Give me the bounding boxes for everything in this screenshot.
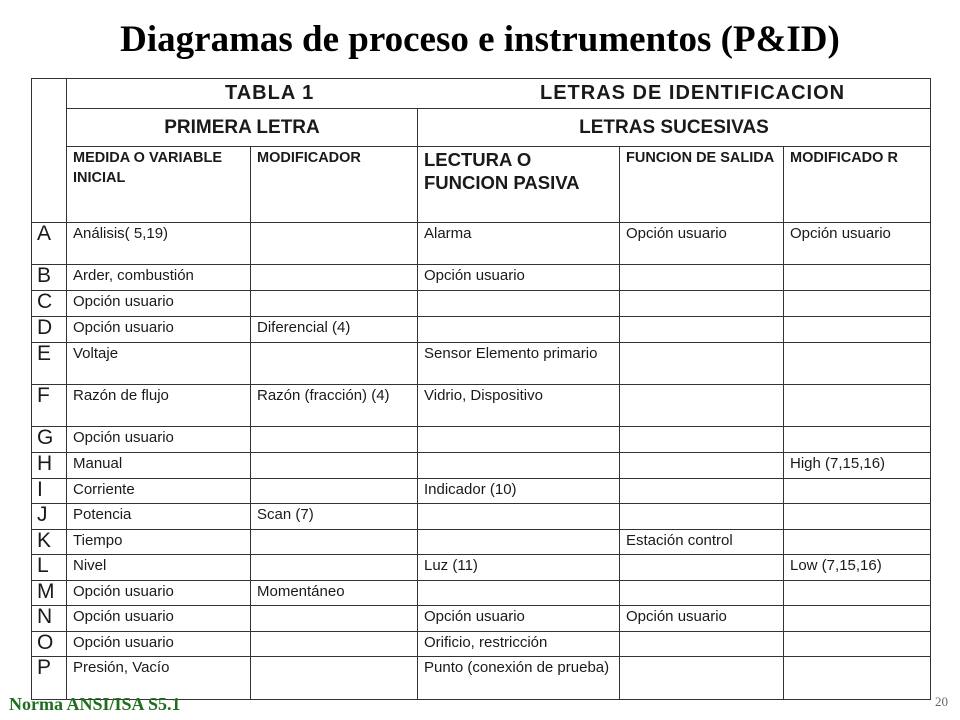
passive-function-cell: Orificio, restricción	[418, 632, 620, 657]
letter-cell: L	[32, 555, 67, 581]
table-row	[32, 581, 931, 606]
column-header-output-function: FUNCION DE SALIDA	[620, 147, 784, 223]
variable-cell: Nivel	[67, 555, 251, 581]
succeeding-modifier-cell	[784, 606, 931, 632]
succeeding-modifier-cell: Low (7,15,16)	[784, 555, 931, 581]
output-function-cell	[620, 427, 784, 453]
passive-function-cell	[418, 530, 620, 555]
output-function-cell	[620, 291, 784, 317]
succeeding-modifier-cell: High (7,15,16)	[784, 453, 931, 479]
letter-cell: D	[32, 317, 67, 343]
variable-cell: Tiempo	[67, 530, 251, 555]
letter-cell: K	[32, 530, 67, 555]
table-row	[32, 223, 931, 265]
modifier-cell: Scan (7)	[251, 504, 418, 530]
page-number: 20	[935, 694, 948, 709]
modifier-cell: Razón (fracción) (4)	[251, 385, 418, 427]
output-function-cell	[620, 453, 784, 479]
letter-cell: C	[32, 291, 67, 317]
output-function-cell	[620, 343, 784, 385]
output-function-cell	[620, 265, 784, 291]
letter-cell: F	[32, 385, 67, 427]
group-header-first-letter: PRIMERA LETRA	[67, 109, 418, 147]
slide-title: Diagramas de proceso e instrumentos (P&ID)	[120, 19, 840, 60]
letter-cell: I	[32, 479, 67, 504]
passive-function-cell: Alarma	[418, 223, 620, 265]
table-row	[32, 385, 931, 427]
passive-function-cell: Indicador (10)	[418, 479, 620, 504]
letter-cell: G	[32, 427, 67, 453]
letter-rows	[32, 223, 931, 700]
variable-cell: Opción usuario	[67, 291, 251, 317]
output-function-cell: Opción usuario	[620, 223, 784, 265]
variable-cell: Presión, Vacío	[67, 657, 251, 700]
letter-cell: N	[32, 606, 67, 632]
succeeding-modifier-cell: Opción usuario	[784, 223, 931, 265]
passive-function-cell: Opción usuario	[418, 265, 620, 291]
modifier-cell	[251, 479, 418, 504]
modifier-cell	[251, 632, 418, 657]
table-title-right: LETRAS DE IDENTIFICACION	[540, 82, 846, 104]
table-row	[32, 606, 931, 632]
variable-cell: Manual	[67, 453, 251, 479]
succeeding-modifier-cell	[784, 479, 931, 504]
output-function-cell: Opción usuario	[620, 606, 784, 632]
passive-function-cell	[418, 427, 620, 453]
column-header-passive-function: LECTURA O FUNCION PASIVA	[418, 147, 620, 223]
footer-standard-label: Norma ANSI/ISA S5.1	[9, 694, 181, 714]
table-corner-cell	[32, 79, 67, 223]
variable-cell: Opción usuario	[67, 606, 251, 632]
table-row	[32, 317, 931, 343]
passive-function-cell: Vidrio, Dispositivo	[418, 385, 620, 427]
table-row	[32, 427, 931, 453]
succeeding-modifier-cell	[784, 265, 931, 291]
succeeding-modifier-cell	[784, 291, 931, 317]
succeeding-modifier-cell	[784, 657, 931, 700]
output-function-cell	[620, 385, 784, 427]
output-function-cell	[620, 657, 784, 700]
succeeding-modifier-cell	[784, 385, 931, 427]
letter-cell: J	[32, 504, 67, 530]
output-function-cell	[620, 317, 784, 343]
succeeding-modifier-cell	[784, 343, 931, 385]
modifier-cell	[251, 223, 418, 265]
output-function-cell	[620, 581, 784, 606]
column-header-modifier: MODIFICADOR	[251, 147, 418, 223]
variable-cell: Opción usuario	[67, 581, 251, 606]
column-header-succeeding-modifier: MODIFICADO R	[784, 147, 931, 223]
table-title-cell	[67, 79, 931, 109]
modifier-cell: Momentáneo	[251, 581, 418, 606]
output-function-cell	[620, 632, 784, 657]
passive-function-cell	[418, 453, 620, 479]
passive-function-cell: Sensor Elemento primario	[418, 343, 620, 385]
variable-cell: Voltaje	[67, 343, 251, 385]
table-row	[32, 453, 931, 479]
modifier-cell	[251, 606, 418, 632]
modifier-cell	[251, 291, 418, 317]
letter-cell: O	[32, 632, 67, 657]
passive-function-cell	[418, 504, 620, 530]
variable-cell: Corriente	[67, 479, 251, 504]
table-row	[32, 265, 931, 291]
modifier-cell	[251, 453, 418, 479]
variable-cell: Razón de flujo	[67, 385, 251, 427]
modifier-cell	[251, 657, 418, 700]
output-function-cell	[620, 504, 784, 530]
modifier-cell	[251, 530, 418, 555]
letter-cell: H	[32, 453, 67, 479]
table-group-row	[32, 109, 931, 147]
variable-cell: Arder, combustión	[67, 265, 251, 291]
modifier-cell	[251, 265, 418, 291]
letter-cell: B	[32, 265, 67, 291]
passive-function-cell	[418, 291, 620, 317]
passive-function-cell: Punto (conexión de prueba)	[418, 657, 620, 700]
succeeding-modifier-cell	[784, 317, 931, 343]
succeeding-modifier-cell	[784, 581, 931, 606]
variable-cell: Opción usuario	[67, 317, 251, 343]
passive-function-cell: Luz (11)	[418, 555, 620, 581]
letter-cell: P	[32, 657, 67, 700]
variable-cell: Análisis( 5,19)	[67, 223, 251, 265]
variable-cell: Potencia	[67, 504, 251, 530]
succeeding-modifier-cell	[784, 632, 931, 657]
output-function-cell: Estación control	[620, 530, 784, 555]
succeeding-modifier-cell	[784, 504, 931, 530]
column-header-row	[32, 147, 931, 223]
passive-function-cell: Opción usuario	[418, 606, 620, 632]
table-row	[32, 343, 931, 385]
variable-cell: Opción usuario	[67, 427, 251, 453]
succeeding-modifier-cell	[784, 530, 931, 555]
modifier-cell	[251, 427, 418, 453]
succeeding-modifier-cell	[784, 427, 931, 453]
table-row	[32, 504, 931, 530]
output-function-cell	[620, 479, 784, 504]
table-title-left: TABLA 1	[225, 82, 315, 104]
letter-cell: A	[32, 223, 67, 265]
table-row	[32, 555, 931, 581]
column-header-variable: MEDIDA O VARIABLE INICIAL	[67, 147, 251, 223]
letter-cell: E	[32, 343, 67, 385]
group-header-next-letters: LETRAS SUCESIVAS	[418, 109, 931, 147]
table-row	[32, 632, 931, 657]
output-function-cell	[620, 555, 784, 581]
modifier-cell: Diferencial (4)	[251, 317, 418, 343]
passive-function-cell	[418, 317, 620, 343]
modifier-cell	[251, 343, 418, 385]
table-title-row	[32, 79, 931, 109]
identification-letters-table	[31, 78, 931, 700]
letter-cell: M	[32, 581, 67, 606]
modifier-cell	[251, 555, 418, 581]
table-row	[32, 530, 931, 555]
table-row	[32, 479, 931, 504]
variable-cell: Opción usuario	[67, 632, 251, 657]
passive-function-cell	[418, 581, 620, 606]
table-row	[32, 291, 931, 317]
